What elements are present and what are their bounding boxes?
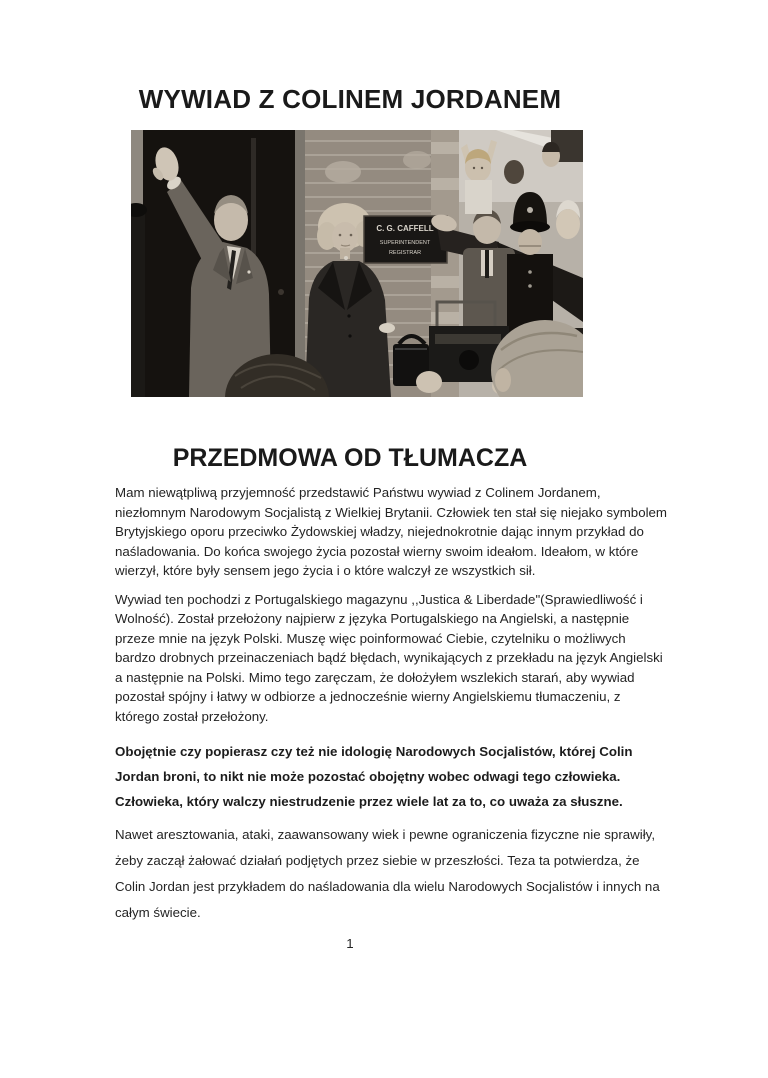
section-heading: PRZEDMOWA OD TŁUMACZA bbox=[172, 444, 528, 472]
page-number: 1 bbox=[346, 936, 354, 951]
plaque-line-3: REGISTRAR bbox=[388, 250, 422, 256]
paragraph-closing: Nawet aresztowania, ataki, zaawansowany wiek i pewne ograniczenia fizyczne nie sprawiły, żeby zaczął żałować działań podjętych przez siebie w przeszłości. Teza ta potwierdza, że Colin Jordan jest przykładem do naśladowania dla wielu Narodowych Socjalistów i innych na całym świecie. bbox=[115, 827, 660, 920]
page-title: WYWIAD Z COLINEM JORDANEM bbox=[138, 84, 562, 114]
paragraph-source: Wywiad ten pochodzi z Portugalskiego magazynu ,,Justica & Liberdade"(Sprawiedliwość i Wolność). Został przełożony najpierw z języka Portugalskiego na Angielski, a następnie przeze mnie na język Polski. Muszę więc poinformować Ciebie, czytelniku o możliwych bardzo drobnych przeinaczeniach bądź błędach, wynikających z przekładu na język Angielski a następnie na Polski. Mimo tego zaręczam, że dołożyłem wszlekich starań, aby wywiad pozostał spójny i łatwy w odbiorze a jednocześnie wierny Angielskiemu tłumaczeniu, z którego został przełożony. bbox=[115, 591, 663, 724]
photo-illustration bbox=[131, 130, 583, 397]
plaque-line-2: SUPERINTENDENT bbox=[379, 240, 431, 246]
document-page bbox=[0, 84, 768, 1078]
wedding-photo bbox=[131, 130, 583, 397]
paragraph-intro: Mam niewątpliwą przyjemność przedstawić Państwu wywiad z Colinem Jordanem, niezłomnym Narodowym Socjalistą z Wielkiej Brytanii. Człowiek ten stał się niejako symbolem Brytyjskiego oporu przeciwko Żydowskiej władzy, niejednokrotnie dając innym przykład do naśladowania. Do końca swojego życia pozostał wierny swoim ideałom. Ideałom, w które wierzył, które były sensem jego życia i o które walczył ze wszystkich sił. bbox=[115, 485, 668, 578]
plaque-line-1: C. G. CAFFELL bbox=[376, 224, 434, 233]
body-text bbox=[115, 483, 667, 926]
paragraph-bold-note: Obojętnie czy popierasz czy też nie idologię Narodowych Socjalistów, której Colin Jordan broni, to nikt nie może pozostać obojętny wobec odwagi tego człowieka. Człowieka, który walczy niestrudzenie przez wiele lat za to, co uważa za słuszne. bbox=[115, 744, 633, 809]
